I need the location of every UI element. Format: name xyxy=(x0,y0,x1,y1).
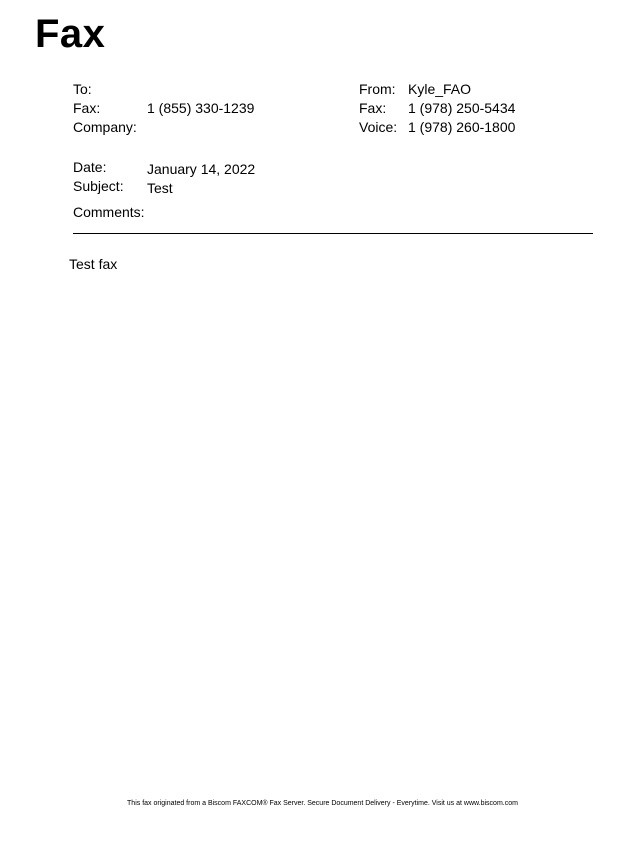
voice-value: 1 (978) 260-1800 xyxy=(408,119,516,135)
voice-label: Voice: xyxy=(359,119,398,135)
to-label: To: xyxy=(73,81,92,97)
recipient-fax-value: 1 (855) 330-1239 xyxy=(147,100,255,116)
sender-fax-label: Fax: xyxy=(359,100,387,116)
subject-value: Test xyxy=(147,180,173,196)
divider-line xyxy=(73,233,593,234)
date-label: Date: xyxy=(73,159,107,175)
footer-notice xyxy=(0,799,635,808)
page-title: Fax xyxy=(35,12,106,56)
recipient-fax-label: Fax: xyxy=(73,100,101,116)
date-value: January 14, 2022 xyxy=(147,161,256,177)
from-label: From: xyxy=(359,81,396,97)
from-value: Kyle_FAO xyxy=(408,81,472,97)
footer-text: This fax originated from a Biscom FAXCOM® Fax Server. Secure Document Delivery - Everytime. Visit us at www.biscom.com xyxy=(127,800,518,807)
sender-fax-value: 1 (978) 250-5434 xyxy=(408,100,516,116)
company-label: Company: xyxy=(73,119,137,135)
message-body: Test fax xyxy=(69,256,118,272)
subject-label: Subject: xyxy=(73,178,124,194)
comments-label: Comments: xyxy=(73,204,145,220)
